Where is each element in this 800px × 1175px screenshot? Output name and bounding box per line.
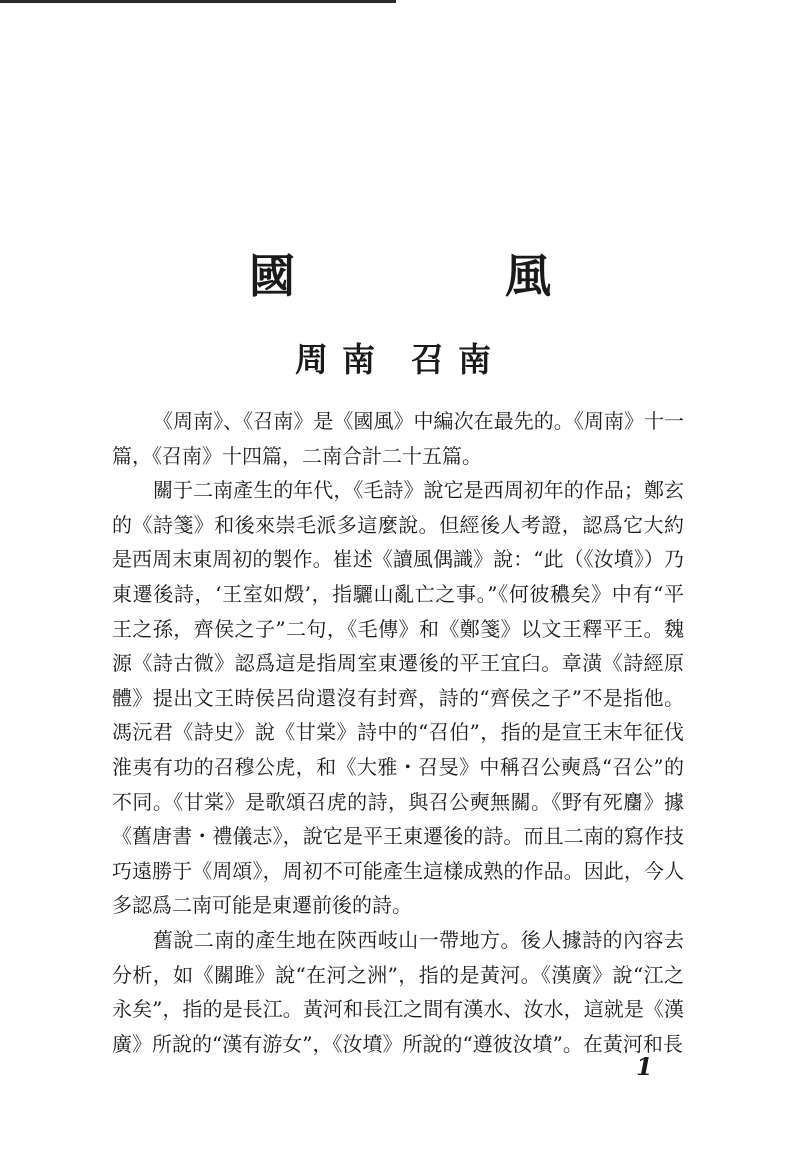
body-text	[112, 404, 684, 1061]
section-title-shaonan: 召南	[411, 340, 505, 379]
page-number: 1	[636, 1052, 653, 1081]
page-title: 國 風	[249, 249, 633, 303]
section-title-zhounan: 周南	[295, 340, 389, 379]
top-rule	[0, 0, 396, 3]
paragraph-2: 關于二南產生的年代，《毛詩》說它是西周初年的作品；鄭玄的《詩箋》和後來崇毛派多這麼說。但經後人考證，認爲它大約是西周末東周初的製作。崔述《讀風偶識》說：“此（《汝墳》）乃東遷後詩，‘王室如燬’，指驪山亂亡之事。”《何彼穠矣》中有“平王之孫，齊侯之子”二句，《毛傳》和《鄭箋》以文王釋平王。魏源《詩古微》認爲這是指周室東遷後的平王宜臼。章潢《詩經原體》提出文王時侯呂尙還沒有封齊，詩的“齊侯之子”不是指他。馮沅君《詩史》說《甘棠》詩中的“召伯”，指的是宣王末年征伐淮夷有功的召穆公虎，和《大雅・召旻》中稱召公奭爲“召公”的不同。《甘棠》是歌頌召虎的詩，與召公奭無關。《野有死麕》據《舊唐書・禮儀志》，說它是平王東遷後的詩。而且二南的寫作技巧遠勝于《周頌》，周初不可能產生這樣成熟的作品。因此，今人多認爲二南可能是東遷前後的詩。	[112, 478, 684, 918]
paragraph-1: 《周南》、《召南》是《國風》中編次在最先的。《周南》十一篇，《召南》十四篇，二南合計二十五篇。	[112, 409, 684, 468]
section-title	[0, 340, 800, 380]
paragraph-3: 舊說二南的產生地在陝西岐山一帶地方。後人據詩的內容去分析，如《關雎》說“在河之洲”，指的是黃河。《漢廣》說“江之永矣”，指的是長江。黃河和長江之間有漢水、汝水，這就是《漢廣》所說的“漢有游女”，《汝墳》所說的“遵彼汝墳”。在黃河和長	[112, 927, 684, 1056]
